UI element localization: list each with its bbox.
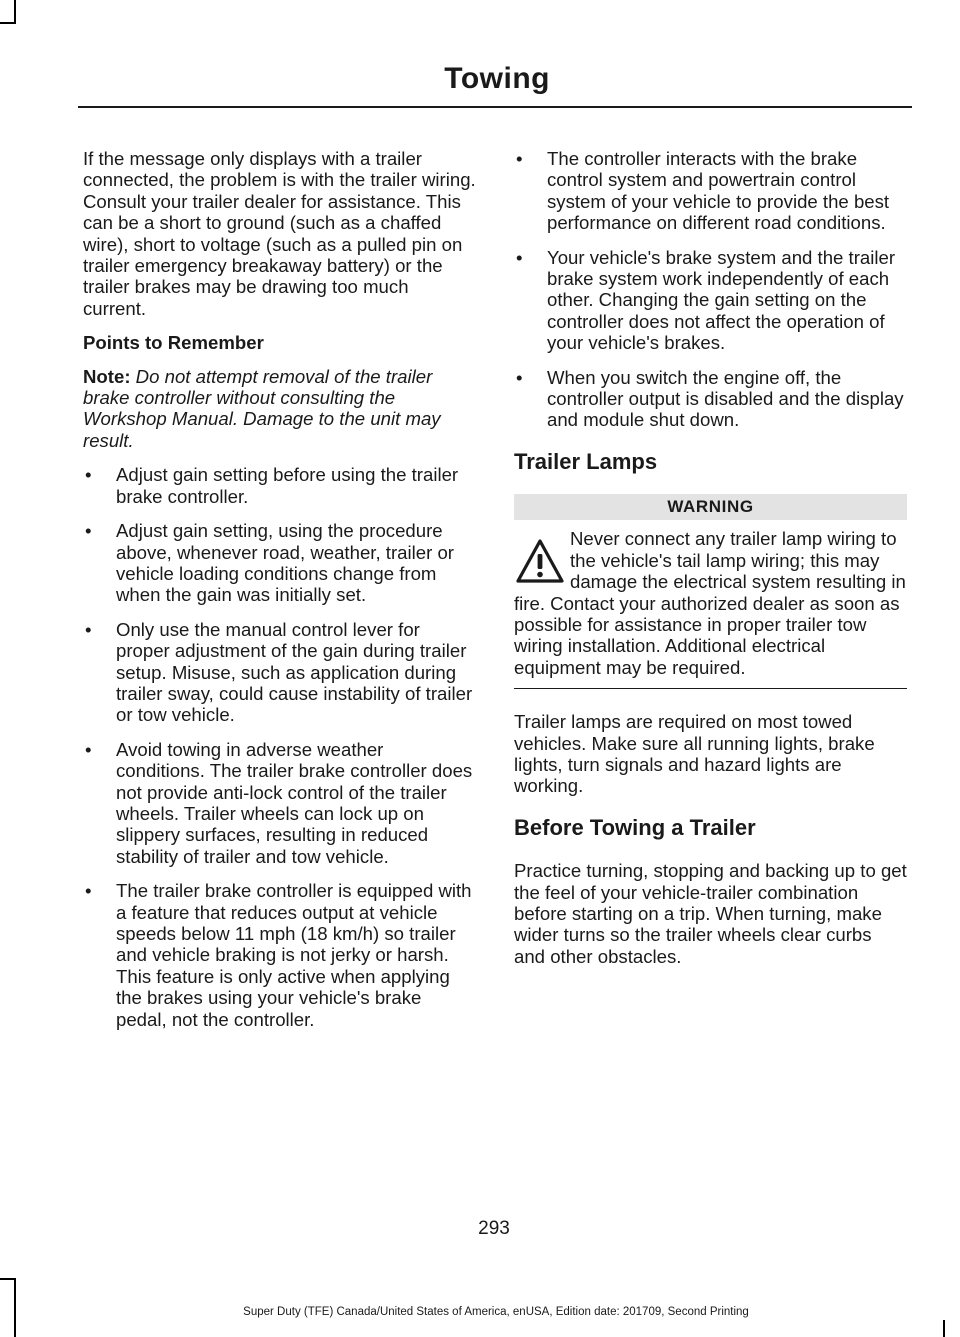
bullet-icon: • [85, 464, 92, 486]
list-item-text: Your vehicle's brake system and the trailer brake system work independently of each other. Changing the gain setting on the controller does not affect the operation of your vehicle's brakes. [547, 246, 896, 354]
list-item-text: The trailer brake controller is equipped with a feature that reduces output at vehicle speeds below 11 mph (18 km/h) so trailer and vehicle braking is not jerky or harsh. This feature is only active when applying the brakes using your vehicle's brake pedal, not the controller. [116, 880, 472, 1030]
bullet-icon: • [516, 366, 523, 388]
warning-text: Never connect any trailer lamp wiring to the vehicle's tail lamp wiring; this may damage the electrical system resulting in fire. Contact your authorized dealer as soon as possible for assistance in proper trailer tow wiring installation. Additional electrical equipment may be required. [514, 528, 906, 678]
section-heading-trailer-lamps: Trailer Lamps [514, 448, 658, 474]
warning-divider [514, 688, 907, 689]
list-item [514, 367, 907, 431]
crop-mark [0, 22, 16, 24]
bullet-icon: • [516, 148, 523, 169]
page-number: 293 [478, 1218, 510, 1239]
before-towing-paragraph: Practice turning, stopping and backing up to get the feel of your vehicle-trailer combination before starting on a trip. When turning, make wider turns so the trailer wheels clear curbs and other obstacles. [514, 860, 907, 967]
list-item [83, 619, 476, 726]
list-item-text: Only use the manual control lever for proper adjustment of the gain during trailer setup. Misuse, such as application during trailer sway, could cause instability of trailer or tow vehicle. [116, 618, 473, 726]
section-heading-before-towing: Before Towing a Trailer [514, 814, 756, 840]
warning-box [514, 494, 907, 689]
list-item-text: Adjust gain setting, using the procedure above, whenever road, weather, trailer or vehicle loading conditions change from when the gain was initially set. [116, 520, 454, 606]
note-paragraph [83, 366, 476, 452]
list-item [83, 739, 476, 867]
warning-label: WARNING [514, 494, 907, 520]
crop-mark [943, 1320, 945, 1337]
intro-paragraph: If the message only displays with a trailer connected, the problem is with the trailer wiring. Consult your trailer dealer for assistance. This can be a short to ground (such as a chaffed wire), short to voltage (such as a pulled pin on trailer emergency breakaway battery) or the trailer brakes may be drawing too much current. [83, 148, 476, 319]
note-text: Do not attempt removal of the trailer brake controller without consulting the Workshop Manual. Damage to the unit may result. [83, 365, 441, 451]
note-label: Note: [83, 365, 131, 387]
bullet-icon: • [85, 618, 92, 640]
left-column [83, 148, 476, 1043]
right-bullet-list [514, 148, 907, 431]
list-item [514, 247, 907, 354]
bullet-icon: • [516, 246, 523, 268]
list-item-text: Avoid towing in adverse weather conditions. The trailer brake controller does not provide anti-lock control of the trailer wheels. Trailer wheels can lock up on slippery surfaces, resulting in reduced stability of trailer and tow vehicle. [116, 738, 473, 867]
bullet-icon: • [85, 738, 92, 760]
right-column [514, 148, 907, 980]
subheading-points-to-remember: Points to Remember [83, 332, 264, 354]
bullet-icon: • [85, 880, 92, 902]
list-item [83, 520, 476, 606]
left-bullet-list [83, 464, 476, 1030]
list-item-text: Adjust gain setting before using the trailer brake controller. [116, 464, 459, 507]
list-item [83, 464, 476, 507]
lamps-paragraph: Trailer lamps are required on most towed vehicles. Make sure all running lights, brake lights, turn signals and hazard lights are working. [514, 711, 875, 797]
crop-mark [14, 0, 16, 22]
list-item-text: The controller interacts with the brake control system and powertrain control system of your vehicle to provide the best performance on different road conditions. [547, 148, 890, 234]
crop-mark [0, 1278, 16, 1280]
header-divider [78, 106, 912, 108]
warning-triangle-icon [514, 536, 566, 588]
list-item [514, 148, 907, 234]
footer-edition-info: Super Duty (TFE) Canada/United States of America, enUSA, Edition date: 201709, Second Printing [243, 1306, 749, 1318]
page-title: Towing [444, 62, 550, 95]
list-item [83, 880, 476, 1030]
bullet-icon: • [85, 520, 92, 542]
list-item-text: When you switch the engine off, the controller output is disabled and the display and module shut down. [547, 366, 904, 431]
warning-body [514, 528, 907, 678]
